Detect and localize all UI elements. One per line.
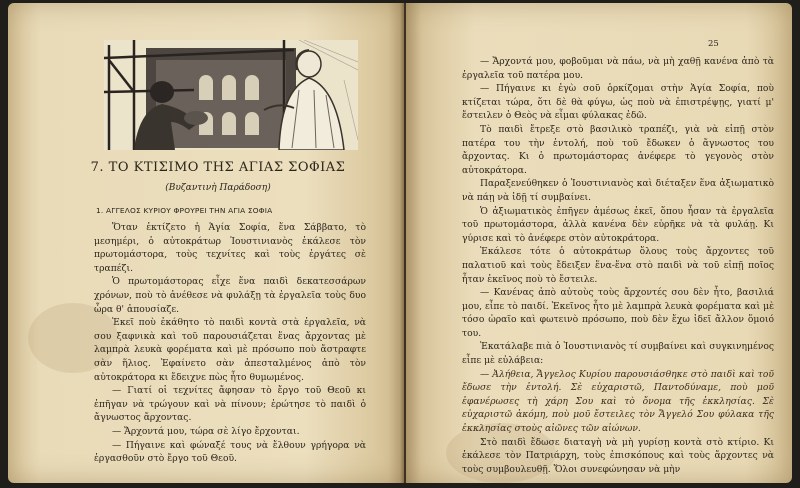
- paragraph: Ἐκάλεσε τότε ὁ αὐτοκράτωρ ὅλους τοὺς ἄρχοντες τοῦ παλατιοῦ καὶ τοὺς ἔδειξεν ἕνα-ἕνα στὸ παιδὶ νὰ τοῦ εἰπῇ ποῖος ἦταν ἐκεῖνος ποὺ τὸ ἔστειλε.: [462, 246, 774, 285]
- paragraph: Ὁ ἀξιωματικὸς ἐπῆγεν ἀμέσως ἐκεῖ, ὅπου ἦσαν τὰ ἐργαλεῖα τοῦ πρωτομάστορα, ἀλλὰ κανένα δὲν εὑρῆκε νὰ τὰ φυλάῃ. Κι γύρισε καὶ τὸ ἀνέφερε στὸν αὐτοκράτορα.: [462, 205, 774, 244]
- page-number: 25: [708, 39, 719, 49]
- paragraph: Τὸ παιδὶ ἔτρεξε στὸ βασιλικὸ τραπέζι, γιὰ νὰ εἰπῇ στὸν πατέρα του τὴν ἐντολή, ποὺ τοῦ ἔδωκεν ὁ ἄγνωστος του ἄρχοντας. Κι ὁ πρωτομάστορας ἀνέφερε τὸ γεγονὸς στὸν αὐτοκράτορα.: [462, 123, 774, 176]
- paragraph: — Ἄρχοντά μου, φοβοῦμαι νὰ πάω, νὰ μὴ χαθῇ κανένα ἀπὸ τὰ ἐργαλεῖα τοῦ πατέρα μου.: [462, 56, 774, 81]
- chapter-title: 7. ΤΟ ΚΤΙΣΙΜΟ ΤΗΣ ΑΓΙΑΣ ΣΟΦΙΑΣ: [90, 160, 346, 175]
- paragraph: — Γιατί οἱ τεχνίτες ἄφησαν τὸ ἔργο τοῦ Θεοῦ κι ἐπῆγαν νὰ τρώγουν καὶ νὰ πίνουν; ἐρώτησε τὸ παιδὶ ὁ ἄγνωστος ἄρχοντας.: [94, 385, 366, 424]
- paragraph: — Ἀλήθεια, Ἄγγελος Κυρίου παρουσιάσθηκε στὸ παιδὶ καὶ τοῦ ἔδωσε τὴν ἐντολή. Σὲ εὐχαριστῶ, Παντοδύναμε, ποὺ μοῦ ἐφανέρωσες τὴ χάρη Σου καὶ τὸ ὄνομα τῆς ἐκκλησίας. Σὲ εὐχαριστῶ ἀκόμη, ποὺ μοῦ ἔστειλες τὸν Ἄγγελό Σου φύλακα τῆς ἐκκλησίας στοὺς αἰῶνες τῶν αἰώνων.: [462, 368, 774, 435]
- paragraph: — Κανένας ἀπὸ αὐτοὺς τοὺς ἄρχοντές σου δὲν ἦτο, βασιλιά μου, εἶπε τὸ παιδί. Ἐκεῖνος ἦτο μὲ λαμπρὰ λευκὰ φορέματα καὶ μὲ τόσο ὡραῖο καὶ φωτεινὸ πρόσωπο, ποὺ δὲν ἔχω ἰδεῖ ἄλλον ὅμοιό του.: [462, 287, 774, 339]
- chapter-illustration: [104, 40, 358, 150]
- open-book: [8, 3, 794, 486]
- paragraph: — Ἄρχοντά μου, τώρα σὲ λίγο ἔρχονται.: [112, 425, 300, 437]
- left-body-text: [94, 221, 366, 466]
- paragraph: — Πήγαινε κι ἐγὼ σοῦ ὁρκίζομαι στὴν Ἁγία Σοφία, ποὺ κτίζεται τώρα, ὅτι δὲ θὰ φύγω, ὡς ποὺ νὰ ἐπιστρέψῃς, γιατί μ' ἔστειλεν ὁ Θεὸς νὰ εἶμαι φύλακας ἐδῶ.: [462, 83, 774, 122]
- right-body-text: [462, 55, 774, 476]
- paragraph: Ὁ πρωτομάστορας εἶχε ἕνα παιδὶ δεκατεσσάρων χρόνων, ποὺ τὸ ἀνέθεσε νὰ φυλάξῃ τὰ ἐργαλεῖα τοὺς δυο ὧρα θ' ἀπουσίαζε.: [94, 276, 366, 315]
- paragraph: Παραξενεύθηκεν ὁ Ἰουστινιανὸς καὶ διέταξεν ἕνα ἀξιωματικὸ νὰ πάῃ νὰ ἰδῇ τί συμβαίνει.: [462, 178, 774, 203]
- paragraph: — Πήγαινε καὶ φώναξέ τους νὰ ἔλθουν γρήγορα νὰ ἐργασθοῦν στὸ ἔργο τοῦ Θεοῦ.: [94, 439, 366, 465]
- section-heading: 1. ΑΓΓΕΛΟΣ ΚΥΡΙΟΥ ΦΡΟΥΡΕΙ ΤΗΝ ΑΓΙΑ ΣΟΦΙΑ: [96, 206, 273, 215]
- chapter-subtitle: (Βυζαντινὴ Παράδοση): [165, 183, 271, 193]
- right-page: [406, 3, 792, 483]
- paragraph: Στὸ παιδὶ ἔδωσε διαταγὴ νὰ μὴ γυρίσῃ κοντὰ στὸ κτίριο. Κι ἐκάλεσε τὸν Πατριάρχη, τοὺς ἐπισκόπους καὶ τοὺς ἄρχοντες νὰ τοὺς συμβουλευθῇ. Ὅλοι συνεφώνησαν νὰ μὴν: [462, 436, 774, 475]
- paragraph: Ἐκατάλαβε πιὰ ὁ Ἰουστινιανὸς τί συμβαίνει καὶ συγκινημένος εἶπε μὲ εὐλάβεια:: [462, 341, 774, 367]
- left-page: [8, 3, 404, 483]
- paragraph: Ἐκεῖ ποὺ ἐκάθητο τὸ παιδὶ κοντὰ στὰ ἐργαλεῖα, νὰ σου ξαφνικὰ καὶ τοῦ παρουσιάζεται ἕνας ἄρχοντας μὲ λαμπρὰ λευκὰ φορέματα καὶ μὲ πρόσωπο ποὺ ἄστραφτε σὰν ἥλιος. Ἐφαίνετο σὰν ἀπεσταλμένος ἀπὸ τὸν αὐτοκράτορα κι ἔδειχνε πὼς ἦτο θυμωμένος.: [94, 317, 366, 383]
- paragraph: Ὅταν ἐκτίζετο ἡ Ἁγία Σοφία, ἕνα Σάββατο, τὸ μεσημέρι, ὁ αὐτοκράτωρ Ἰουστινιανὸς ἐκάλεσε τὸν πρωτομάστορα, τοὺς τεχνίτες καὶ τοὺς ἐργάτες σὲ τραπέζι.: [94, 222, 366, 274]
